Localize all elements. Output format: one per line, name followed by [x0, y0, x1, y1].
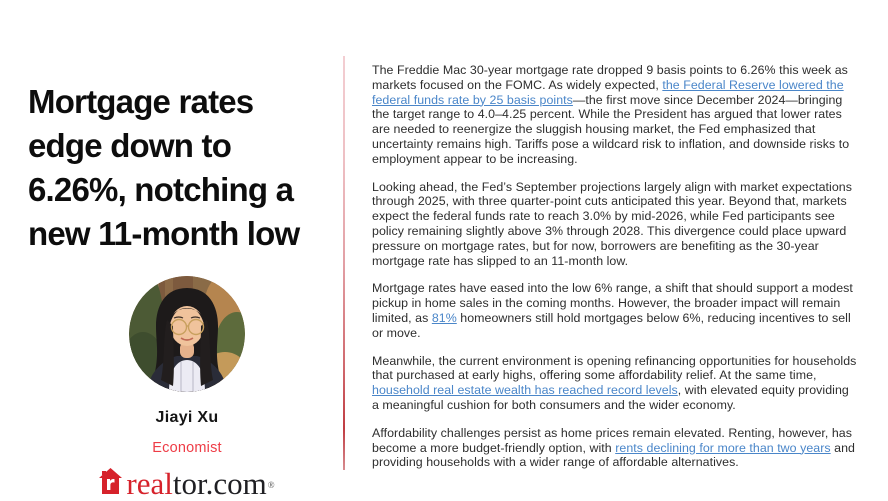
headline-line: Mortgage rates	[28, 83, 254, 120]
author-role: Economist	[152, 440, 222, 456]
article-paragraph	[372, 426, 858, 470]
paragraph-text: Looking ahead, the Fed’s September projections largely align with market expectations through 2025, with three quarter-point cuts anticipated this year. Beyond that, markets expect the federal funds rate to reach 3.0% by mid-2026, while Fed participants see policy remaining slightly above 3% through 2028. This divergence could place upward pressure on mortgage rates, but for now, borrowers are benefiting as the 30-year mortgage rate has slipped to an 11-month low.	[372, 179, 852, 268]
registered-mark: ®	[267, 480, 275, 490]
paragraph-text: —the first move since December 2024—bringing the target range to 4.0–4.25 percent. While the President has argued that lower rates are needed to reenergize the sluggish housing market, the Fed emphasized that uncertainty remains high. Tariffs pose a wildcard risk to inflation, and downside risks to employment appear to be increasing.	[372, 92, 850, 166]
article-paragraph	[372, 354, 858, 413]
inline-link[interactable]: 81%	[431, 310, 457, 325]
headline-line: edge down to	[28, 127, 232, 164]
paragraph-text: Meanwhile, the current environment is opening refinancing opportunities for households that purchased at early highs, offering some affordability relief. At the same time,	[372, 353, 857, 383]
logo-text-real: real	[126, 465, 173, 501]
article-body	[372, 63, 858, 483]
logo-text-tor: tor.com	[172, 465, 267, 501]
paragraph-text: Affordability challenges persist as home prices remain elevated. Renting, however, has become a more budget-friendly option, with	[372, 425, 852, 455]
author-photo	[129, 276, 245, 392]
article-paragraph	[372, 63, 858, 167]
article-paragraph	[372, 180, 858, 269]
article-paragraph	[372, 281, 858, 340]
author-name: Jiayi Xu	[155, 409, 219, 426]
realtor-house-icon	[99, 468, 122, 499]
page-title	[28, 80, 354, 256]
paragraph-text: , with elevated equity providing a meaningful cushion for both consumers and the wider economy.	[372, 383, 849, 412]
headline-line: 6.26%, notching a	[28, 171, 294, 208]
inline-link[interactable]: household real estate wealth has reached record levels	[372, 383, 678, 398]
paragraph-text: Mortgage rates have eased into the low 6% range, a shift that should support a modest pickup in home sales in the coming months. However, the broader impact will remain limited, as	[372, 281, 853, 325]
author-block	[28, 276, 346, 501]
paragraph-text: homeowners still hold mortgages below 6%, reducing incentives to sell or move.	[372, 310, 851, 340]
paragraph-text: The Freddie Mac 30-year mortgage rate dropped 9 basis points to 6.26% this week as markets focused on the FOMC. As widely expected,	[372, 63, 848, 92]
headline-line: new 11-month low	[28, 215, 300, 252]
paragraph-text: and providing households with a wider range of affordable alternatives.	[372, 440, 855, 470]
inline-link[interactable]: the Federal Reserve lowered the federal funds rate by 25 basis points	[372, 77, 844, 107]
vertical-divider	[343, 56, 345, 470]
realtor-logo	[28, 465, 346, 501]
inline-link[interactable]: rents declining for more than two years	[615, 440, 831, 455]
